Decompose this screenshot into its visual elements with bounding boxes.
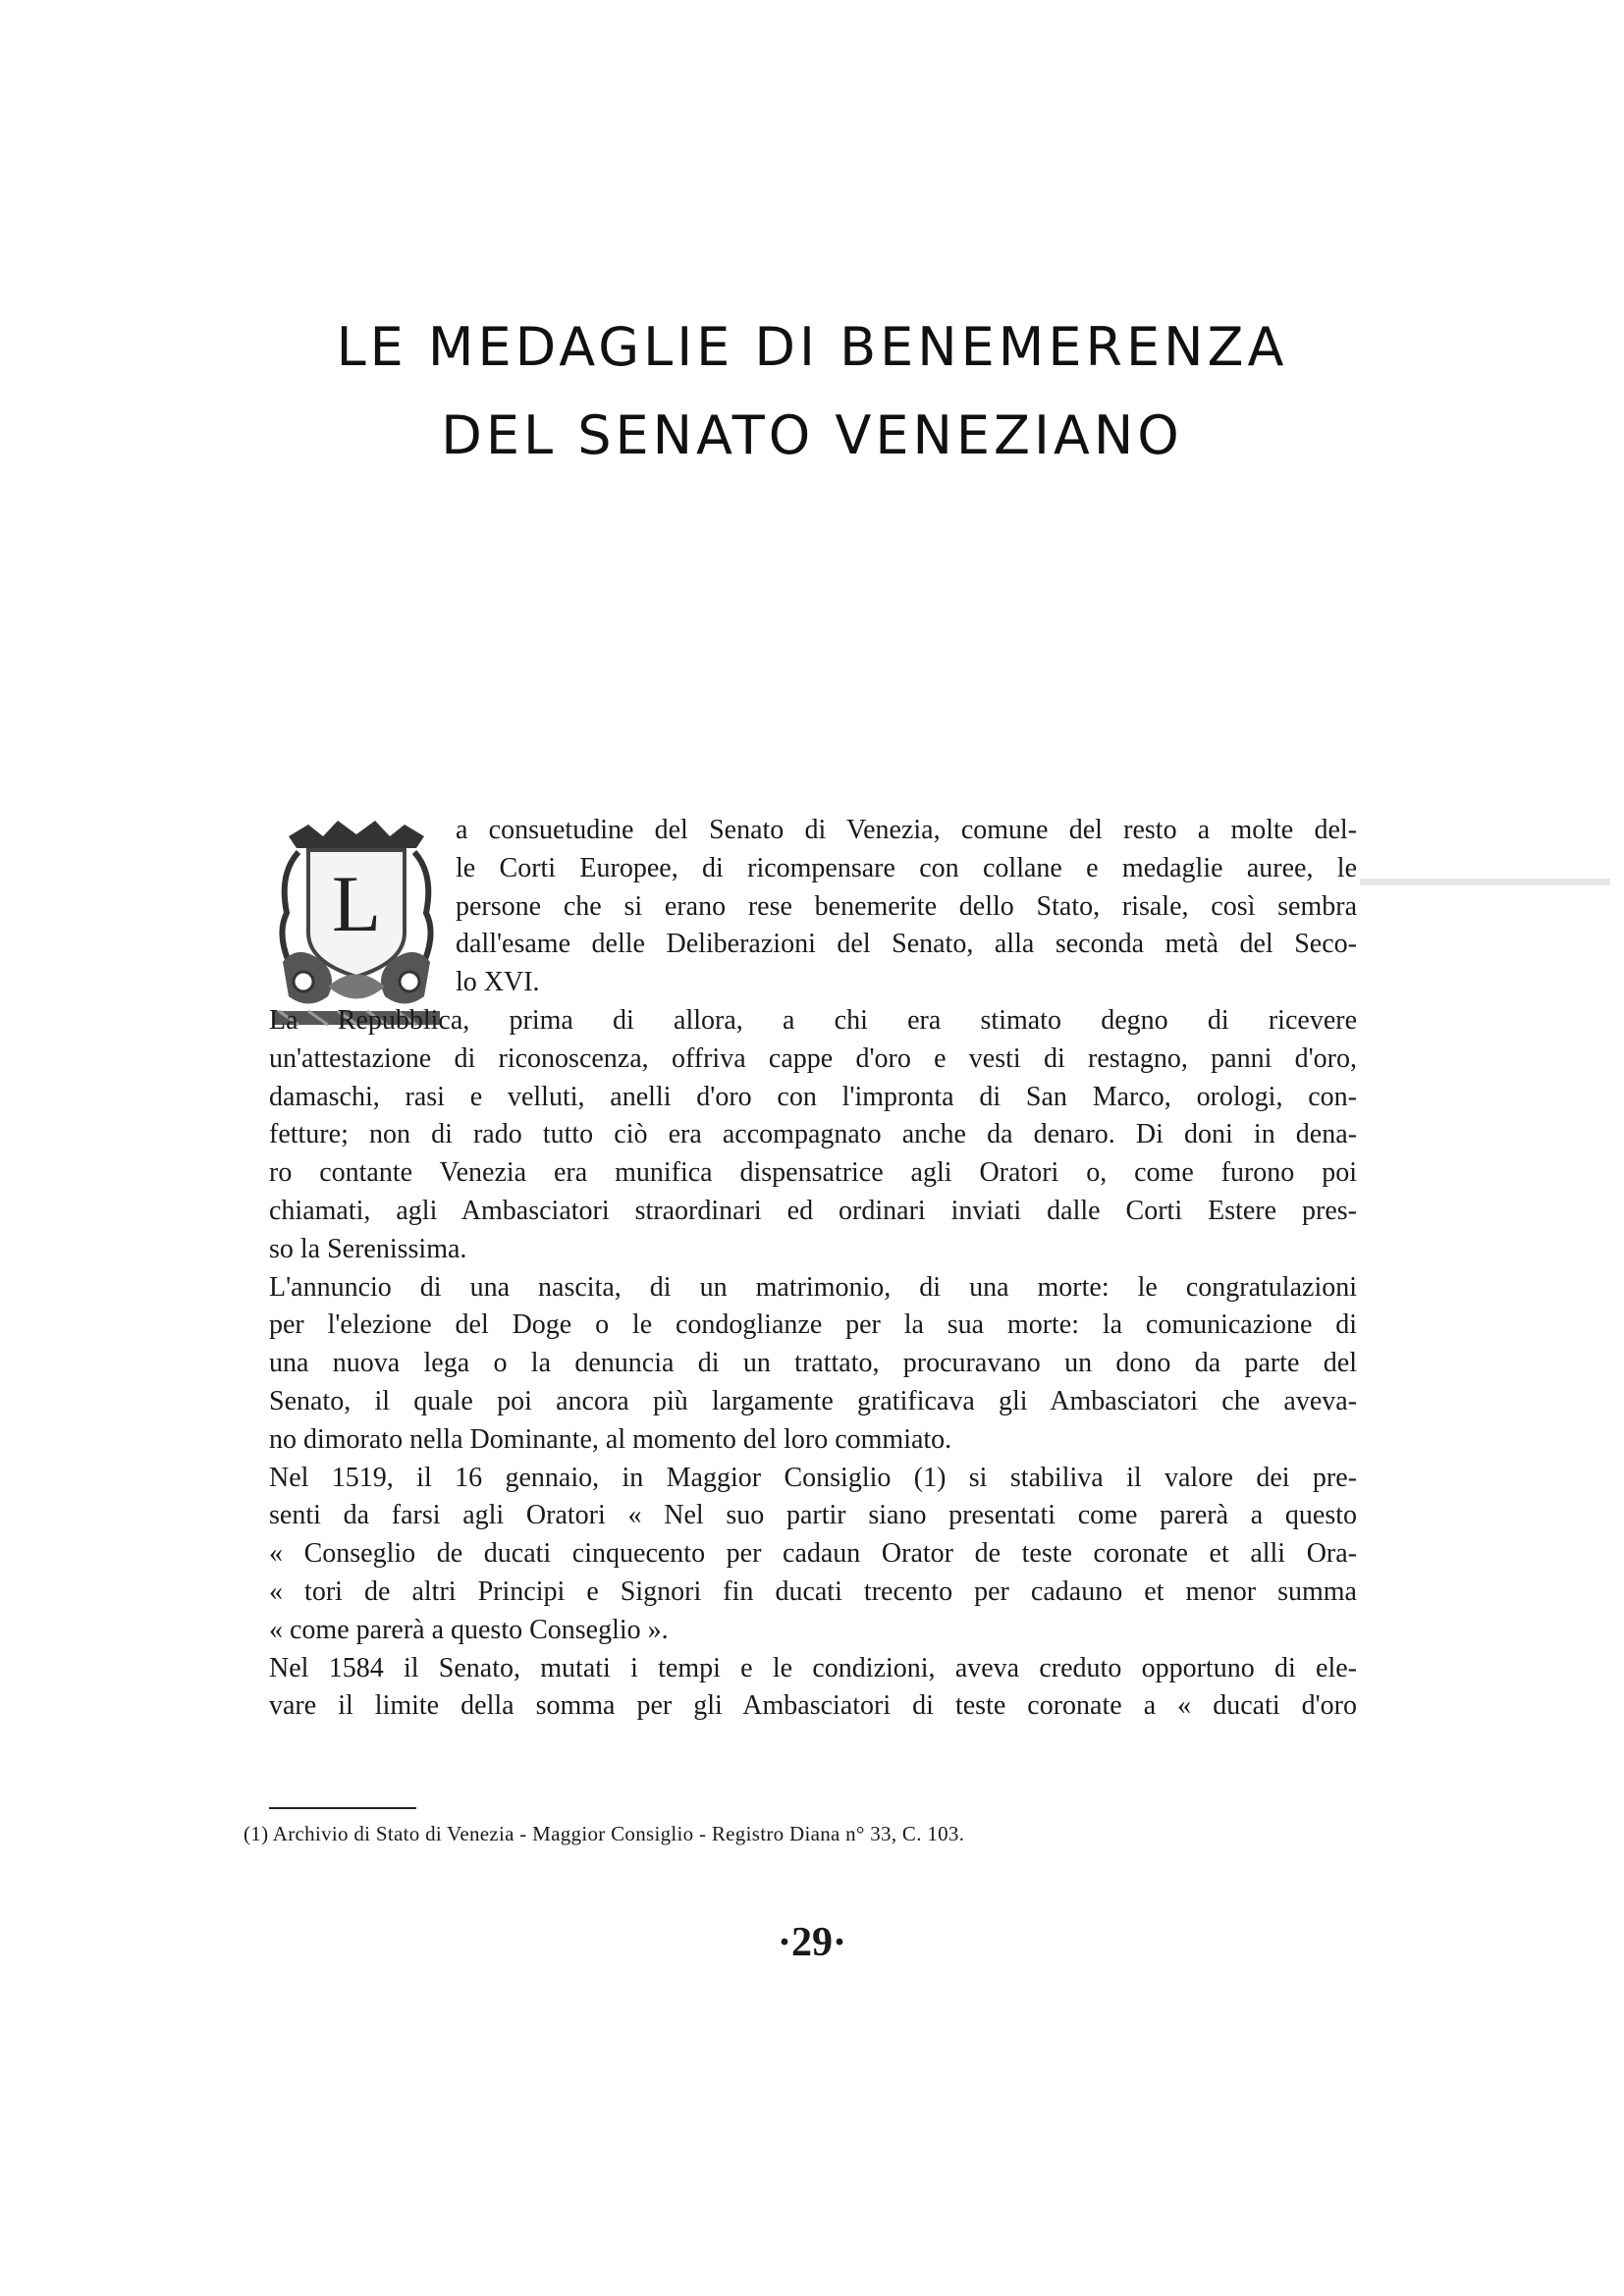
text-line: vare il limite della somma per gli Ambasciatori di teste coronate a « ducati d'oro <box>269 1690 1357 1722</box>
text-line: lo XVI. <box>456 967 540 998</box>
text-line: « come parerà a questo Conseglio ». <box>269 1614 669 1645</box>
text-line: Senato, il quale poi ancora più largamente gratificava gli Ambasciatori che aveva- <box>269 1386 1357 1416</box>
scan-artifact-bar <box>1360 879 1610 885</box>
decorated-initial <box>269 815 444 1037</box>
page-title-line-1: LE MEDAGLIE DI BENEMERENZA <box>336 316 1288 378</box>
text-line: chiamati, agli Ambasciatori straordinari ed ordinari inviati dalle Corti Estere pres- <box>269 1196 1357 1226</box>
text-line: so la Serenissima. <box>269 1233 467 1264</box>
text-line: dall'esame delle Deliberazioni del Senato, alla seconda metà del Seco- <box>456 929 1357 960</box>
text-line: persone che si erano rese benemerite dello Stato, risale, così sembra <box>456 890 1357 922</box>
svg-text:L: L <box>331 859 382 948</box>
text-line: fetture; non di rado tutto ciò era accompagnato anche da denaro. Di doni in dena- <box>269 1119 1357 1150</box>
text-line: una nuova lega o la denuncia di un trattato, procuravano un dono da parte del <box>269 1348 1357 1379</box>
text-line: Nel 1519, il 16 gennaio, in Maggior Consiglio (1) si stabiliva il valore dei pre- <box>269 1462 1357 1493</box>
text-line: no dimorato nella Dominante, al momento del loro commiato. <box>269 1423 952 1455</box>
text-line: a consuetudine del Senato di Venezia, comune del resto a molte del- <box>456 815 1357 845</box>
text-line: ro contante Venezia era munifica dispensatrice agli Oratori o, come furono poi <box>269 1157 1357 1189</box>
text-line: Nel 1584 il Senato, mutati i tempi e le condizioni, aveva creduto opportuno di ele- <box>269 1652 1357 1683</box>
footnote: (1) Archivio di Stato di Venezia - Maggior Consiglio - Registro Diana n° 33, C. 103. <box>244 1822 965 1845</box>
text-line: damaschi, rasi e velluti, anelli d'oro con l'impronta di San Marco, orologi, con- <box>269 1081 1357 1112</box>
text-line: L'annuncio di una nascita, di un matrimonio, di una morte: le congratulazioni <box>269 1271 1357 1303</box>
text-line: « tori de altri Principi e Signori fin ducati trecento per cadauno et menor summa <box>269 1576 1357 1607</box>
text-line: le Corti Europee, di ricompensare con collane e medaglie auree, le <box>456 852 1357 883</box>
footnote-rule <box>269 1807 416 1809</box>
page-number: ·29· <box>777 1920 846 1965</box>
text-line: senti da farsi agli Oratori « Nel suo partir siano presentati come parerà a questo <box>269 1500 1357 1531</box>
text-line: « Conseglio de ducati cinquecento per cadaun Orator de teste coronate et alli Ora- <box>269 1538 1357 1570</box>
text-line: La Repubblica, prima di allora, a chi era stimato degno di ricevere <box>269 1005 1357 1036</box>
page-title-line-2: DEL SENATO VENEZIANO <box>441 404 1183 466</box>
text-line: un'attestazione di riconoscenza, offriva cappe d'oro e vesti di restagno, panni d'oro, <box>269 1042 1357 1074</box>
text-line: per l'elezione del Doge o le condoglianze per la sua morte: la comunicazione di <box>269 1309 1357 1341</box>
ornament-initial-icon <box>269 815 444 1037</box>
